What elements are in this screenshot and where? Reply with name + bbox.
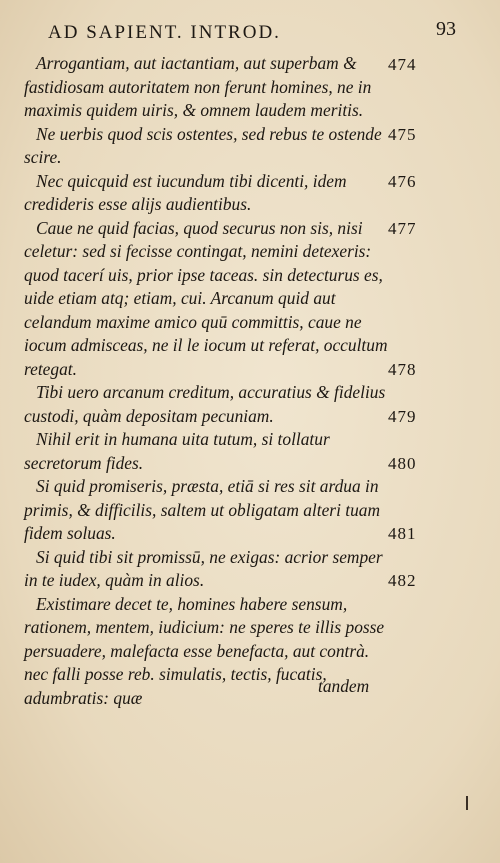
maxim-text: Nihil erit in humana uita tutum, si tollatur secretorum fides. [24,429,330,473]
marginal-number: 479 [388,407,417,426]
marginal-number: 482 [388,571,417,590]
marginal-number: 481 [388,524,417,543]
maxim-paragraph [24,428,394,475]
maxim-text: Arrogantiam, aut iactantiam, aut superbam & fastidiosam autoritatem non ferunt homines, ne in maximis quidem uiris, & omnem laudem meritis. [24,53,372,120]
maxim-paragraph [24,217,394,382]
marginal-number: 480 [388,454,417,473]
catchword: tandem [318,676,370,696]
maxim-text: Tibi uero arcanum creditum, accuratius & fidelius custodi, quàm depositam pecuniam. [24,382,386,426]
maxim-text: Si quid promiseris, præsta, etiā si res sit ardua in primis, & difficilis, saltem ut obligatam alteri tuam fidem soluas. [24,476,381,543]
maxim-text: Ne uerbis quod scis ostentes, sed rebus te ostende scire. [24,123,382,167]
maxim-text: Existimare decet te, homines habere sensum, rationem, mentem, iudicium: ne speres te illis posse persuadere, malefacta esse benefacta, aut contrà. nec falli posse reb. simulatis, tectis, fucatis, adumbratis: quæ [24,593,385,708]
marginal-number: 475 [388,125,417,144]
maxim-text: Caue ne quid facias, quod securus non sis, nisi celetur: sed si fecisse contingat, nemini detexeris: quod tacerí uis, prior ipse taceas. sin detecturus es, uide etiam atq; etiam, cui. Arcanum quid aut celandum maxime amico quū committis, caue ne iocum admisceas, ne il le iocum ut referat, occultum retegat. [24,217,388,379]
maxim-paragraph [24,475,394,546]
maxim-text: Si quid tibi sit promissū, ne exigas: acrior semper in te iudex, quàm in alios. [24,546,383,590]
maxim-paragraph [24,381,394,428]
maxim-text: Nec quicquid est iucundum tibi dicenti, idem credideris esse alijs audientibus. [24,170,347,214]
ink-mark [466,796,468,810]
page-header [48,18,456,52]
marginal-number: 478 [388,360,417,379]
maxim-paragraph [24,123,394,170]
body-text [24,52,394,710]
marginal-number: 477 [388,219,417,238]
maxim-paragraph [24,52,394,123]
maxim-paragraph [24,170,394,217]
page-number: 93 [436,18,456,40]
maxim-paragraph [24,546,394,593]
marginal-number: 474 [388,55,417,74]
running-title: AD SAPIENT. INTROD. [48,22,281,43]
marginal-numbers [388,52,458,752]
marginal-number: 476 [388,172,417,191]
